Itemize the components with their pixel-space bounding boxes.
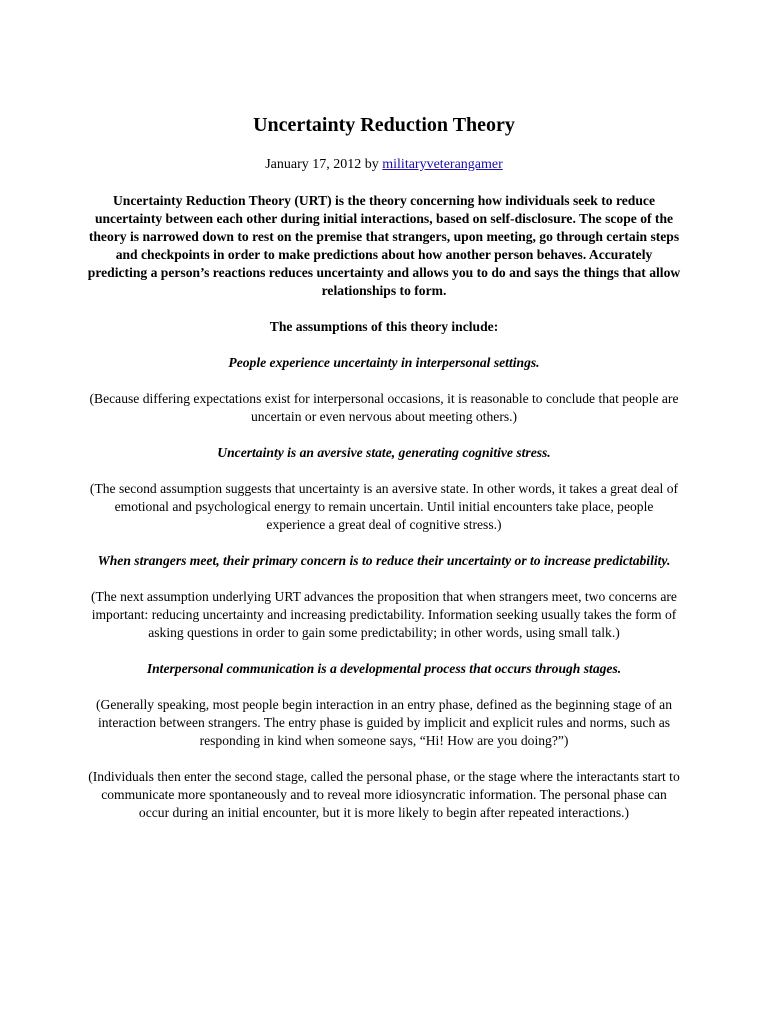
assumptions-heading: The assumptions of this theory include: xyxy=(269,319,499,334)
assumption-explanation-1: (Because differing expectations exist for interpersonal occasions, it is reasonable to conclude that people are uncertain or even nervous about meeting others.) xyxy=(89,391,679,424)
byline xyxy=(86,156,682,174)
assumption-heading-1: People experience uncertainty in interpersonal settings. xyxy=(228,355,540,370)
assumption-explanation-3: (The next assumption underlying URT advances the proposition that when strangers meet, two concerns are important: reducing uncertainty and increasing predictability. Information seeking usually takes the form of asking questions in order to gain some predictability; in other words, using small talk.) xyxy=(91,589,677,640)
assumption-explanation-4b: (Individuals then enter the second stage, called the personal phase, or the stage where the interactants start to communicate more spontaneously and to reveal more idiosyncratic information. The personal phase can occur during an initial encounter, but it is more likely to begin after repeated interactions.) xyxy=(88,769,680,820)
assumption-heading-4: Interpersonal communication is a developmental process that occurs through stages. xyxy=(146,661,622,676)
intro-paragraph: Uncertainty Reduction Theory (URT) is the theory concerning how individuals seek to reduce uncertainty between each other during initial interactions, based on self-disclosure. The scope of the theory is narrowed down to rest on the premise that strangers, upon meeting, go through certain steps and checkpoints in order to make predictions about how another person behaves. Accurately predicting a person’s reactions reduces uncertainty and allows you to do and says the things that allow relationships to form. xyxy=(87,193,681,298)
page-title: Uncertainty Reduction Theory xyxy=(253,114,515,136)
post-date: January 17, 2012 by xyxy=(265,157,383,172)
author-link[interactable]: militaryveterangamer xyxy=(382,157,503,172)
assumption-explanation-2: (The second assumption suggests that uncertainty is an aversive state. In other words, it takes a great deal of emotional and psychological energy to remain uncertain. Until initial encounters take place, people experience a great deal of cognitive stress.) xyxy=(89,481,679,532)
document-page xyxy=(86,112,682,840)
assumption-heading-2: Uncertainty is an aversive state, generating cognitive stress. xyxy=(217,445,551,460)
assumption-explanation-4a: (Generally speaking, most people begin interaction in an entry phase, defined as the beginning stage of an interaction between strangers. The entry phase is guided by implicit and explicit rules and norms, such as responding in kind when someone says, “Hi! How are you doing?”) xyxy=(95,697,673,748)
assumption-heading-3: When strangers meet, their primary concern is to reduce their uncertainty or to increase predictability. xyxy=(97,553,671,568)
